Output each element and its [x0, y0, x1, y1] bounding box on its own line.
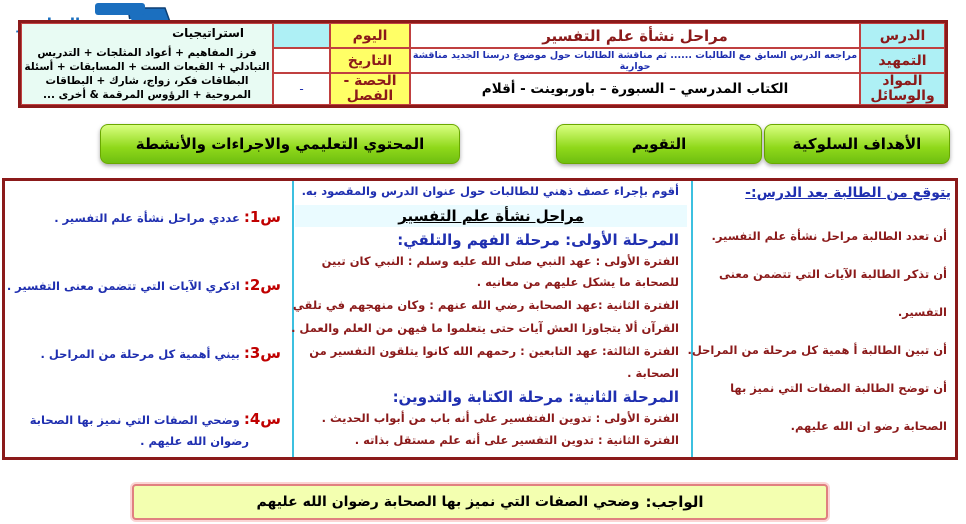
intro-label: التمهيد	[860, 48, 945, 73]
evaluation-banner: التقويم	[556, 124, 762, 164]
stage1-line: القرآن ألا يتجاوزا العش آيات حتى يتعلموا ما فيهن من العلم والعمل .	[291, 321, 679, 335]
homework-label: الواجب:	[645, 493, 704, 511]
strategies-box	[21, 23, 273, 105]
objective-item: الصحابة رضو ان الله عليهم.	[790, 419, 947, 433]
question-4	[30, 410, 281, 428]
stage2-line: الفترة الأولى : تدوين الفتفسير على أنه باب من أبواب الحديث .	[321, 411, 679, 425]
stage1-line: الصحابة .	[627, 366, 679, 380]
stage2-title: المرحلة الثانية: مرحلة الكتابة والتدوين:	[392, 388, 679, 406]
question-text: اذكري الآيات التي تتضمن معنى التفسير .	[6, 279, 240, 293]
column-divider	[292, 181, 294, 457]
question-3	[41, 344, 281, 362]
strategy-line: المروحية + الرؤوس المرقمة & أخرى ...	[42, 89, 252, 101]
content-banner: المحتوي التعليمي والاجراءات والأنشطة	[100, 124, 460, 164]
lesson-label: الدرس	[860, 23, 945, 48]
homework-text: وضحي الصفات التي نميز بها الصحابة رضوان الله عليهم	[256, 494, 640, 510]
objective-item: أن تذكر الطالبة الآيات التي تتضمن معنى	[719, 267, 947, 281]
intro-text: مراجعه الدرس السابق مع الطالبات ...... ثم مناقشة الطالبات حول موضوع درسنا الجديد مناقشة حوارية	[410, 48, 860, 73]
question-number: س1:	[243, 208, 281, 226]
column-divider	[691, 181, 693, 457]
objective-item: أن تعدد الطالبة مراحل نشأة علم التفسير.	[711, 229, 947, 243]
question-text: بيني أهمية كل مرحلة من المراحل .	[40, 347, 240, 361]
stage2-line: الفترة الثانية : تدوين التفسير على أنه علم مستقل بذاته .	[354, 433, 679, 447]
objectives-banner: الأهداف السلوكية	[764, 124, 950, 164]
question-1	[54, 208, 281, 226]
stage1-title: المرحلة الأولى: مرحلة الفهم والتلقي:	[397, 231, 679, 249]
question-text: عددي مراحل نشأة علم التفسير .	[54, 211, 240, 225]
strategy-line: فرز المفاهيم + أعواد المثلجات + التدريس	[37, 47, 257, 59]
stage1-line: الفترة الأولى : عهد النبي صلى الله عليه وسلم : النبي كان تبين	[321, 254, 679, 268]
materials-text: الكتاب المدرسي – السبورة – باوربوينت - أقلام	[410, 73, 860, 105]
strategy-line: البطاقات فكر، زواج، شارك + البطاقات	[45, 75, 249, 87]
lesson-body	[2, 178, 958, 460]
lesson-title: مراحل نشأة علم التفسير	[410, 23, 860, 48]
question-number: س2:	[243, 276, 281, 294]
stage1-line: الفترة الثانية :عهد الصحابة رضي الله عنهم : وكان منهجهم في تلقي	[292, 298, 679, 312]
question-text-continued: رضوان الله عليهم .	[140, 434, 249, 448]
lesson-header	[18, 20, 948, 108]
question-number: س3:	[243, 344, 281, 362]
content-title: مراحل نشأة علم التفسير	[398, 207, 584, 225]
day-value[interactable]	[273, 23, 330, 48]
date-value[interactable]	[273, 48, 330, 73]
objectives-heading: يتوقع من الطالبة بعد الدرس:-	[745, 185, 951, 201]
question-text: وضحي الصفات التي نميز بها الصحابة	[29, 413, 240, 427]
content-intro: أقوم بإجراء عصف ذهني للطالبات حول عنوان الدرس والمقصود به.	[301, 184, 679, 198]
homework-box	[132, 484, 828, 520]
stage1-line: للصحابة ما يشكل عليهم من معانيه .	[476, 275, 679, 289]
objective-item: أن توضح الطالبة الصفات التي نميز بها	[730, 381, 947, 395]
materials-label: المواد والوسائل	[860, 73, 945, 105]
question-number: س4:	[243, 410, 281, 428]
objective-item: التفسير.	[897, 305, 947, 319]
period-label: الحصة - الفصل	[330, 73, 410, 105]
day-label: اليوم	[330, 23, 410, 48]
strategy-line: التبادلي + القبعات الست + المسابقات + أسئلة	[24, 61, 270, 73]
stage1-line: الفترة الثالثة: عهد التابعين : رحمهم الله كانوا يتلقون التفسير من	[309, 344, 679, 358]
strategies-title: استراتيجيات	[172, 26, 244, 40]
question-2	[7, 276, 281, 294]
date-label: التاريخ	[330, 48, 410, 73]
period-value[interactable]: -	[273, 73, 330, 105]
objective-item: أن تبين الطالبة أ همية كل مرحلة من المراحل.	[687, 343, 947, 357]
